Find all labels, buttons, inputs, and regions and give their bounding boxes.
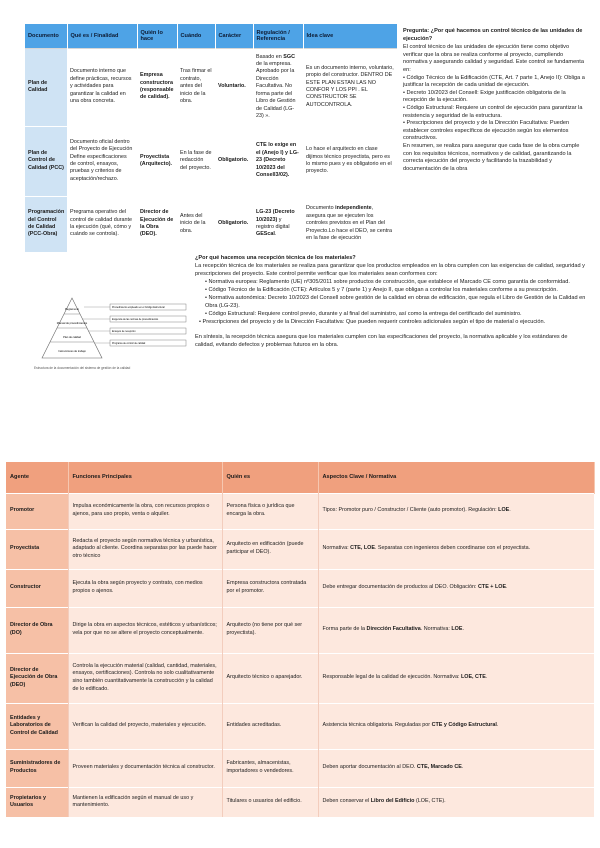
- table-cell: Arquitecto (no tiene por qué ser proyectista).: [222, 607, 318, 653]
- agent-name: Promotor: [6, 493, 68, 529]
- list-item: • Código Técnico de la Edificación (CTE, Art. 7 parte 1, Anejo II): Obliga a justificar la recepción de cada unidad de ejecución.: [403, 74, 585, 89]
- table-cell: Redacta el proyecto según normativa técnica y urbanística, adaptado al cliente. Coordina separatas por las puede hacer otro técnico: [68, 529, 222, 569]
- table-cell: Obligatorio.: [215, 126, 253, 196]
- header-cell: Carácter: [215, 24, 253, 48]
- pyramid-level-label: Reglamento: [65, 308, 79, 311]
- middle-question-intro: La recepción técnica de los materiales se realiza para garantizar que los productos empleados en la obra cumplen con las exigencias de calidad, seguridad y prescripciones del proyecto. Este control permite verificar que los materiales sean conformes con:: [195, 263, 585, 277]
- table-cell: Asistencia técnica obligatoria. Reguladas por CTE y Código Estructural.: [318, 703, 594, 749]
- table-row: [6, 749, 594, 787]
- pyramid-level-label: Plan de calidad: [63, 336, 81, 339]
- header-cell: Quién es: [222, 462, 318, 493]
- table-cell: Antes del inicio de la obra.: [177, 196, 215, 252]
- list-item: • Prescripciones del proyecto y de la Dirección Facultativa: Que pueden requerir controles adicionales según el tipo de material o ejecución.: [199, 319, 546, 325]
- agent-name: Director de Obra (DO): [6, 607, 68, 653]
- table-cell: Documento interno que define prácticas, recursos y actividades para garantizar la calidad en una obra concreta.: [67, 48, 137, 126]
- list-item: • Decreto 10/2023 del Consell: Exige justificación obligatoria de la recepción de la ejecución.: [403, 89, 566, 104]
- table-cell: Obligatorio.: [215, 196, 253, 252]
- list-item: • Normativa autonómica: Decreto 10/2023 del Consell sobre gestión de la calidad en obras de edificación, que regula el Libro de Gestión de la Calidad en Obra (LG-23).: [205, 295, 586, 309]
- header-cell: Idea clave: [303, 24, 397, 48]
- header-cell: Agente: [6, 462, 68, 493]
- table-cell: Proveen materiales y documentación técnica al constructor.: [68, 749, 222, 787]
- document-name: Programación del Control de Calidad (PCC-Obra): [25, 196, 67, 252]
- quality-documentation-pyramid: [38, 296, 188, 360]
- table-header-row: [25, 24, 397, 48]
- table-cell: Empresa constructora contratada por el promotor.: [222, 569, 318, 607]
- table-cell: Empresa constructora (responsable de calidad).: [137, 48, 177, 126]
- table-cell: Deben conservar el Libro del Edificio (LOE, CTE).: [318, 787, 594, 817]
- side-question-block: [403, 28, 589, 173]
- table-cell: Ejecuta la obra según proyecto y contrato, con medios propios o ajenos.: [68, 569, 222, 607]
- pyramid-level-label: Manual de procedimientos: [56, 322, 88, 325]
- pyramid-note: Ensayos de recepción: [112, 330, 136, 334]
- table-cell: Tras firmar el contrato, antes del inicio de la obra.: [177, 48, 215, 126]
- table-cell: Documento independiente, asegura que se ejecuten los controles previstos en el Plan del Proyecto.Lo hace el DEO, se centra en la fase de ejecución: [303, 196, 397, 252]
- table-cell: Controla la ejecución material (calidad, cantidad, materiales, ensayos, certificaciones). Controla no solo cualitativamente sino también cuantitativamente la construcción y la calidad de lo edificado.: [68, 653, 222, 703]
- table-cell: Mantienen la edificación según el manual de uso y mantenimiento.: [68, 787, 222, 817]
- list-item: • Código Técnico de la Edificación (CTE): Artículos 5 y 7 (parte 1) y Anejo II, que obligan a controlar los materiales conforme a su prescripción.: [205, 287, 558, 293]
- table-header-row: [6, 462, 594, 493]
- table-row: [25, 48, 397, 126]
- table-row: [6, 493, 594, 529]
- table-cell: Pregrama operativo del control de calidad durante la ejecución (qué, cómo y cuándo se controla).: [67, 196, 137, 252]
- table-cell: Dirige la obra en aspectos técnicos, estéticos y urbanísticos; vela por que no se altere el proyecto conceptualmente.: [68, 607, 222, 653]
- header-cell: Cuándo: [177, 24, 215, 48]
- agent-name: Entidades y Laboratorios de Control de Calidad: [6, 703, 68, 749]
- agent-name: Director de Ejecución de Obra (DEO): [6, 653, 68, 703]
- table-row: [6, 787, 594, 817]
- table-row: [6, 703, 594, 749]
- table-cell: Fabricantes, almacenistas, importadores o vendedores.: [222, 749, 318, 787]
- pyramid-caption: Estructura de la documentación del sistema de gestión de la calidad: [34, 366, 131, 370]
- header-cell: Quién lo hace: [137, 24, 177, 48]
- table-cell: Director de Ejecución de la Obra (DEO).: [137, 196, 177, 252]
- agent-name: Propietarios y Usuarios: [6, 787, 68, 817]
- table-cell: Titulares o usuarios del edificio.: [222, 787, 318, 817]
- table-row: [6, 653, 594, 703]
- agent-name: Suministradores de Productos: [6, 749, 68, 787]
- table-cell: Verifican la calidad del proyecto, materiales y ejecución.: [68, 703, 222, 749]
- table-row: [6, 607, 594, 653]
- agent-name: Proyectista: [6, 529, 68, 569]
- table-cell: Arquitecto técnico o aparejador.: [222, 653, 318, 703]
- table-cell: Entidades acreditadas.: [222, 703, 318, 749]
- table-cell: Documento oficial dentro del Proyecto de Ejecución Define especificaciones de control, ensayos, pruebas y criterios de aceptación/rechazo.: [67, 126, 137, 196]
- table-cell: LG-23 (Decreto 10/2023) y registro digital GEScal.: [253, 196, 303, 252]
- document-name: Plan de Calidad: [25, 48, 67, 126]
- table-cell: Persona física o jurídica que encarga la obra.: [222, 493, 318, 529]
- pyramid-note: Exigencia de las normas de procedimientos: [112, 318, 159, 322]
- document-comparison-table: [25, 24, 398, 253]
- pyramid-note: Procedimiento empleado en el Código Estructural: [112, 306, 165, 310]
- header-cell: Qué es / Finalidad: [67, 24, 137, 48]
- table-cell: Proyectista (Arquitecto).: [137, 126, 177, 196]
- table-row: [6, 569, 594, 607]
- side-question-intro: El control técnico de las unidades de ejecución tiene como objetivo verificar que la obra se realiza conforme al proyecto, cumpliendo normativa y asegurando calidad y seguridad. Este control se fundamenta en:: [403, 44, 584, 73]
- table-cell: Responsable legal de la calidad de ejecución. Normativa: LOE, CTE.: [318, 653, 594, 703]
- table-cell: Es un documento interno, voluntario, propio del constructor. DENTRO DE ESTE PLAN ESTAN LAS NO CONFOR Y LOS PPI . EL CONSTRUCTOR SE AUTOCONTROLA.: [303, 48, 397, 126]
- list-item: • Código Estructural: Requiere un control de ejecución para garantizar la resistencia y seguridad de la estructura.: [403, 104, 583, 119]
- header-cell: Aspectos Clave / Normativa: [318, 462, 594, 493]
- table-cell: Deben aportar documentación al DEO. CTE, Marcado CE.: [318, 749, 594, 787]
- list-item: • Prescripciones del proyecto y de la Dirección Facultativa: Pueden establecer controles específicos de ejecución según los elementos constructivos.: [403, 120, 570, 142]
- table-cell: Arquitecto en edificación (puede participar el DEO).: [222, 529, 318, 569]
- table-cell: Normativa: CTE, LOE. Separatas con ingenieros deben coordinarse con el proyectista.: [318, 529, 594, 569]
- table-cell: En la fase de redacción del proyecto.: [177, 126, 215, 196]
- table-row: [6, 529, 594, 569]
- header-cell: Funciones Principales: [68, 462, 222, 493]
- middle-question-title: ¿Por qué hacemos una recepción técnica de los materiales?: [195, 255, 356, 261]
- table-cell: CTE lo exige en el (Anejo I) y LG-23 (Decreto 10/2023 del Consell3/02).: [253, 126, 303, 196]
- side-question-conclusion: En resumen, se realiza para asegurar que cada fase de la obra cumple con los requisitos técnicos, normativos y de calidad, garantizando la correcta ejecución del proyecto y facilitando la trazabilidad y documentación de la obra: [403, 142, 580, 172]
- list-item: • Normativa europea: Reglamento (UE) nº305/2011 sobre productos de construcción, que establece el Marcado CE como garantía de conformidad.: [205, 279, 570, 285]
- table-row: [25, 126, 397, 196]
- table-cell: Debe entregar documentación de productos al DEO. Obligación: CTE + LOE.: [318, 569, 594, 607]
- header-cell: Documento: [25, 24, 67, 48]
- pyramid-level-label: Instrucciones de trabajo: [58, 350, 86, 353]
- table-row: [25, 196, 397, 252]
- table-cell: Basado en SGC de la empresa. Aprobado por la Dirección Facultativa. No forma parte del Libro de Gestión de Calidad (LG-23) ».: [253, 48, 303, 126]
- middle-question-block: [195, 254, 587, 349]
- middle-question-conclusion: En síntesis, la recepción técnica asegura que los materiales cumplen con las especificaciones del proyecto, la normativa aplicable y los estándares de calidad, evitando defectos y problemas futuros en la obra.: [195, 334, 568, 348]
- table-cell: Tipos: Promotor puro / Constructor / Cliente (auto promotor). Regulación: LOE.: [318, 493, 594, 529]
- agents-table: [6, 462, 595, 817]
- document-name: Plan de Control de Calidad (PCC): [25, 126, 67, 196]
- table-cell: Voluntario.: [215, 48, 253, 126]
- list-item: • Código Estructural: Requiere control previo, durante y al final del suministro, así como la entrega del certificado del suministro.: [205, 311, 522, 317]
- agent-name: Constructor: [6, 569, 68, 607]
- pyramid-note: Programa de control de calidad: [112, 342, 146, 346]
- table-cell: Forma parte de la Dirección Facultativa. Normativa: LOE.: [318, 607, 594, 653]
- table-cell: Lo hace el arquitecto en clase dijimos técnico proyectista, pero es lo mismo pues y es obligatorio en el proyecto.: [303, 126, 397, 196]
- side-question-title: Pregunta: ¿Por qué hacemos un control técnico de las unidades de ejecución?: [403, 28, 583, 42]
- header-cell: Regulación / Referencia: [253, 24, 303, 48]
- table-cell: Impulsa económicamente la obra, con recursos propios o ajenos, para uso propio, venta o alquiler.: [68, 493, 222, 529]
